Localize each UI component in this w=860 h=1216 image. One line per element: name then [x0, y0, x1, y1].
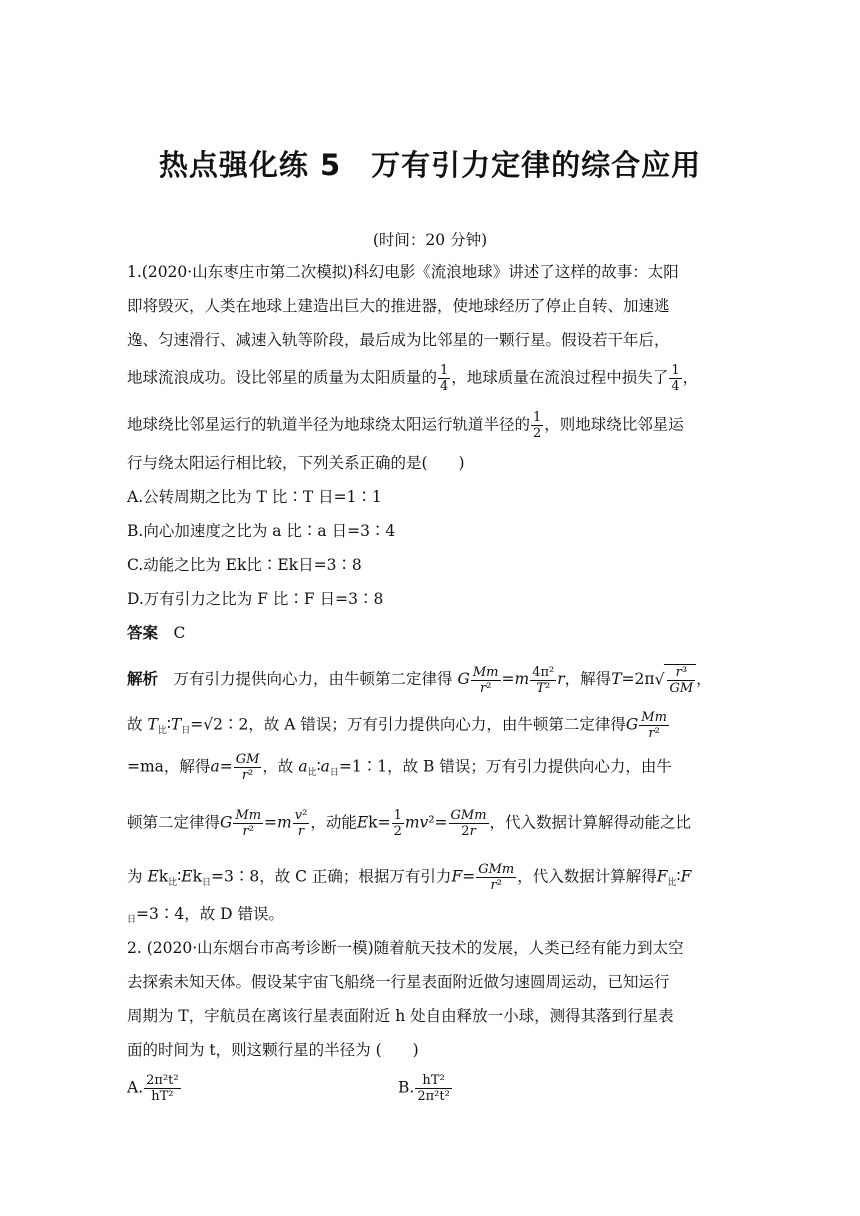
analysis-line-4: 顿第二定律得G $\frac{Mm}{\text{r²}}$ =m $\frac{\text{v²}}{r}$ ，动能Ek= $\frac{1}{2}$ mv²= $\frac{\text{GMm}}{2r}$ ，代入数据计算解得动能之比 [127, 808, 692, 839]
q1-stem-line-4: 地球流浪成功。设比邻星的质量为太阳质量的 $\frac{1}{4}$ ，地球质量在流浪过程中损失了 $\frac{1}{4}$ ， [127, 363, 699, 394]
q2-stem-line-2: 去探索未知天体。假设某宇宙飞船绕一行星表面附近做匀速圆周运动，已知运行 [127, 973, 670, 991]
q2-stem-line-3: 周期为 T，宇航员在离该行星表面附近 h 处自由释放一小球，测得其落到行星表 [127, 1007, 674, 1025]
q1-option-c: C.动能之比为 Ek比∶Ek日=3∶8 [127, 556, 362, 574]
answer-value: C [173, 624, 186, 642]
analysis-line-1: 解析 万有引力提供向心力，由牛顿第二定律得 G $\frac{Mm}{\text{r²}}$ =m $\frac{\text{4π²}}{\text{T²}}$ r，解得T=2π√ $\frac{\text{r³}}{GM}$ ， [127, 664, 712, 696]
q1-stem-5a: 地球绕比邻星运行的轨道半径为地球绕太阳运行轨道半径的 [127, 415, 531, 434]
time-note: (时间：20 分钟) [372, 231, 488, 249]
q1-option-b: B.向心加速度之比为 a 比∶a 日=3∶4 [127, 522, 396, 540]
q1-stem-4b: ，地球质量在流浪过程中损失了 [451, 368, 669, 387]
analysis-line-3: =ma，解得a= $\frac{GM}{\text{r²}}$ ，故 a比∶a日=1∶1，故 B 错误；万有引力提供向心力，由牛 [127, 752, 672, 783]
analysis-1a: 万有引力提供向心力，由牛顿第二定律得 [173, 670, 453, 688]
q1-option-d: D.万有引力之比为 F 比∶F 日=3∶8 [127, 590, 384, 608]
q2-option-a [127, 1073, 182, 1104]
analysis-4b: ，动能 [310, 813, 357, 832]
q2-option-b-label: B. [398, 1078, 415, 1097]
analysis-3b: ，故 [262, 757, 294, 776]
analysis-line-5: 为 Ek比∶Ek日=3∶8，故 C 正确；根据万有引力F= $\frac{\text{GMm}}{\text{r²}}$ ，代入数据计算解得F比∶F [127, 862, 692, 893]
q1-option-a: A.公转周期之比为 T 比∶T 日=1∶1 [127, 488, 382, 506]
q2-stem-line-4: 面的时间为 t，则这颗行星的半径为 ( ) [127, 1041, 419, 1059]
analysis-3c: =1∶1，故 B 错误；万有引力提供向心力，由牛 [338, 757, 672, 776]
analysis-1b: ，解得 [564, 670, 612, 688]
analysis-label: 解析 [127, 670, 159, 688]
page-title: 热点强化练 5 万有引力定律的综合应用 [158, 148, 702, 182]
q2-option-a-fraction: $\frac{\text{2π²t²}}{\text{hT²}}$ [146, 1073, 179, 1104]
q1-stem-line-2: 即将毁灭，人类在地球上建造出巨大的推进器，使地球经历了停止自转、加速逃 [127, 297, 670, 315]
q1-stem-4a: 地球流浪成功。设比邻星的质量为太阳质量的 [127, 368, 438, 387]
fraction-one-quarter: $\frac{1}{4}$ [440, 363, 449, 394]
analysis-line-2: 故 T比∶T日=√2∶2，故 A 错误；万有引力提供向心力，由牛顿第二定律得G $\frac{Mm}{\text{r²}}$ [127, 710, 667, 741]
answer-label: 答案 [127, 624, 159, 642]
fraction-one-quarter-2: $\frac{1}{4}$ [671, 363, 680, 394]
analysis-5c: ，代入数据计算解得 [517, 867, 657, 886]
analysis-line-6: 日=3∶4，故 D 错误。 [127, 905, 285, 925]
q2-option-a-label: A. [127, 1078, 144, 1097]
fraction-one-half: $\frac{1}{2}$ [533, 410, 542, 441]
analysis-5b: =3∶8，故 C 正确；根据万有引力 [211, 867, 452, 886]
q1-stem-line-1: 1.(2020·山东枣庄市第二次模拟)科幻电影《流浪地球》讲述了这样的故事：太阳 [127, 263, 679, 281]
q1-stem-line-5 [127, 410, 684, 441]
q1-stem-line-3: 逸、匀速滑行、减速入轨等阶段，最后成为比邻星的一颗行星。假设若干年后， [127, 331, 670, 349]
q1-answer [127, 623, 185, 643]
analysis-3a: =ma，解得 [127, 757, 211, 776]
q2-option-b [398, 1073, 453, 1104]
q2-stem-line-1: 2. (2020·山东烟台市高考诊断一模)随着航天技术的发展，人类已经有能力到太空 [127, 939, 684, 957]
analysis-6: =3∶4，故 D 错误。 [136, 905, 285, 923]
analysis-2a: 故 [127, 715, 143, 734]
analysis-4c: ，代入数据计算解得动能之比 [489, 813, 692, 832]
analysis-2b: ，故 A 错误；万有引力提供向心力，由牛顿第二定律得 [248, 715, 626, 734]
analysis-5a: 为 [127, 867, 143, 886]
q2-option-b-fraction: $\frac{\text{hT²}}{\text{2π²t²}}$ [417, 1073, 450, 1104]
q1-stem-5b: ，则地球绕比邻星运 [544, 415, 684, 434]
analysis-4a: 顿第二定律得 [127, 813, 221, 832]
q1-stem-line-6: 行与绕太阳运行相比较，下列关系正确的是( ) [127, 454, 465, 472]
